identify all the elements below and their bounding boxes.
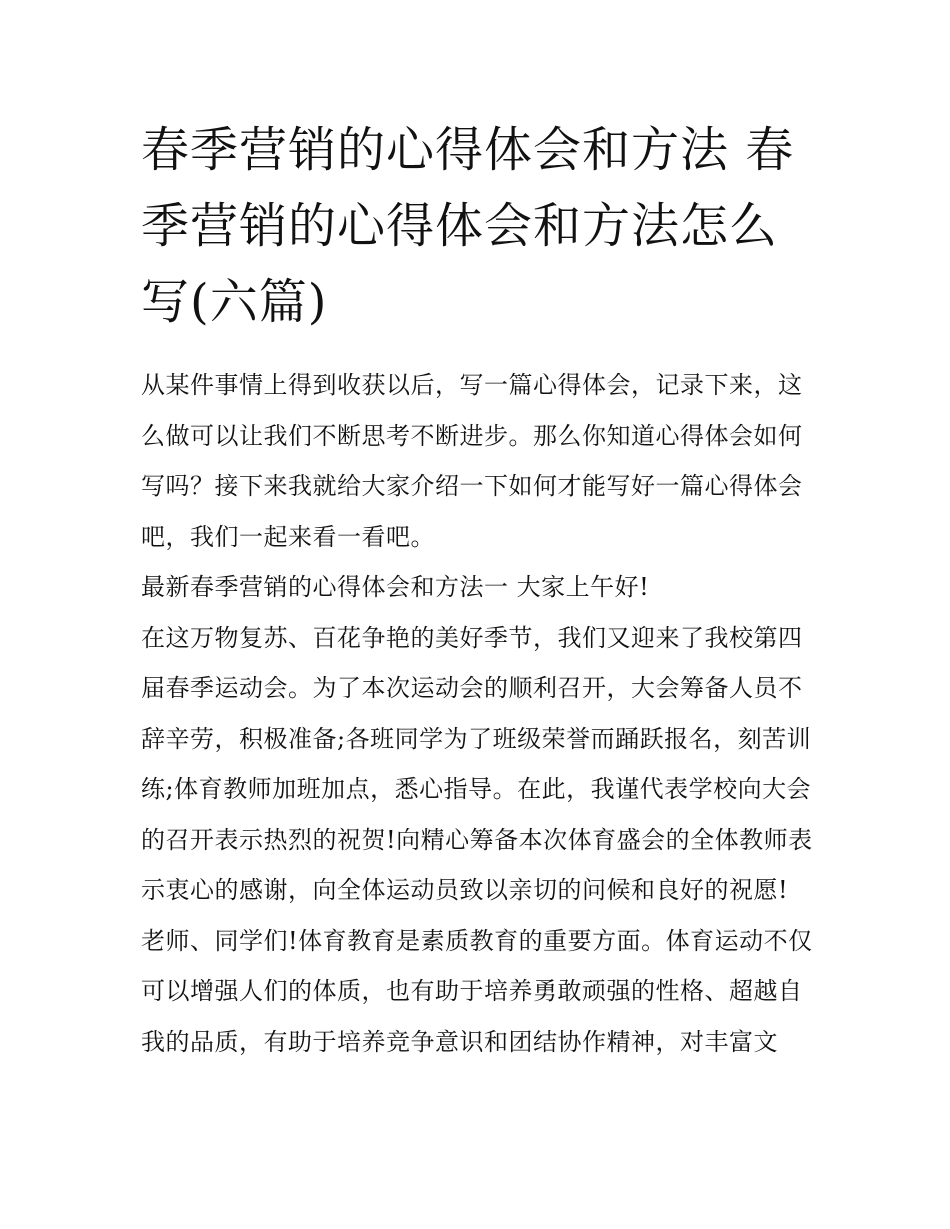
document-title: 春季营销的心得体会和方法 春季营销的心得体会和方法怎么写(六篇) — [141, 122, 795, 330]
paragraph-section-heading: 最新春季营销的心得体会和方法一 大家上午好! — [141, 573, 650, 601]
document-body — [141, 360, 813, 1067]
paragraph-sports-education: 老师、同学们!体育教育是素质教育的重要方面。体育运动不仅可以增强人们的体质，也有助于培养勇敢顽强的性格、超越自我的品质，有助于培养竞争意识和团结协作精神，对丰富文 — [141, 926, 813, 1056]
document-page — [141, 112, 813, 1067]
paragraph-intro: 从某件事情上得到收获以后，写一篇心得体会，记录下来，这么做可以让我们不断思考不断进步。那么你知道心得体会如何写吗？接下来我就给大家介绍一下如何才能写好一篇心得体会吧，我们一起来看一看吧。 — [141, 371, 803, 551]
paragraph-welcome: 在这万物复苏、百花争艳的美好季节，我们又迎来了我校第四届春季运动会。为了本次运动会的顺利召开，大会筹备人员不辞辛劳，积极准备;各班同学为了班级荣誉而踊跃报名，刻苦训练;体育教师加班加点，悉心指导。在此，我谨代表学校向大会的召开表示热烈的祝贺!向精心筹备本次体育盛会的全体教师表示衷心的感谢，向全体运动员致以亲切的问候和良好的祝愿! — [141, 623, 813, 904]
